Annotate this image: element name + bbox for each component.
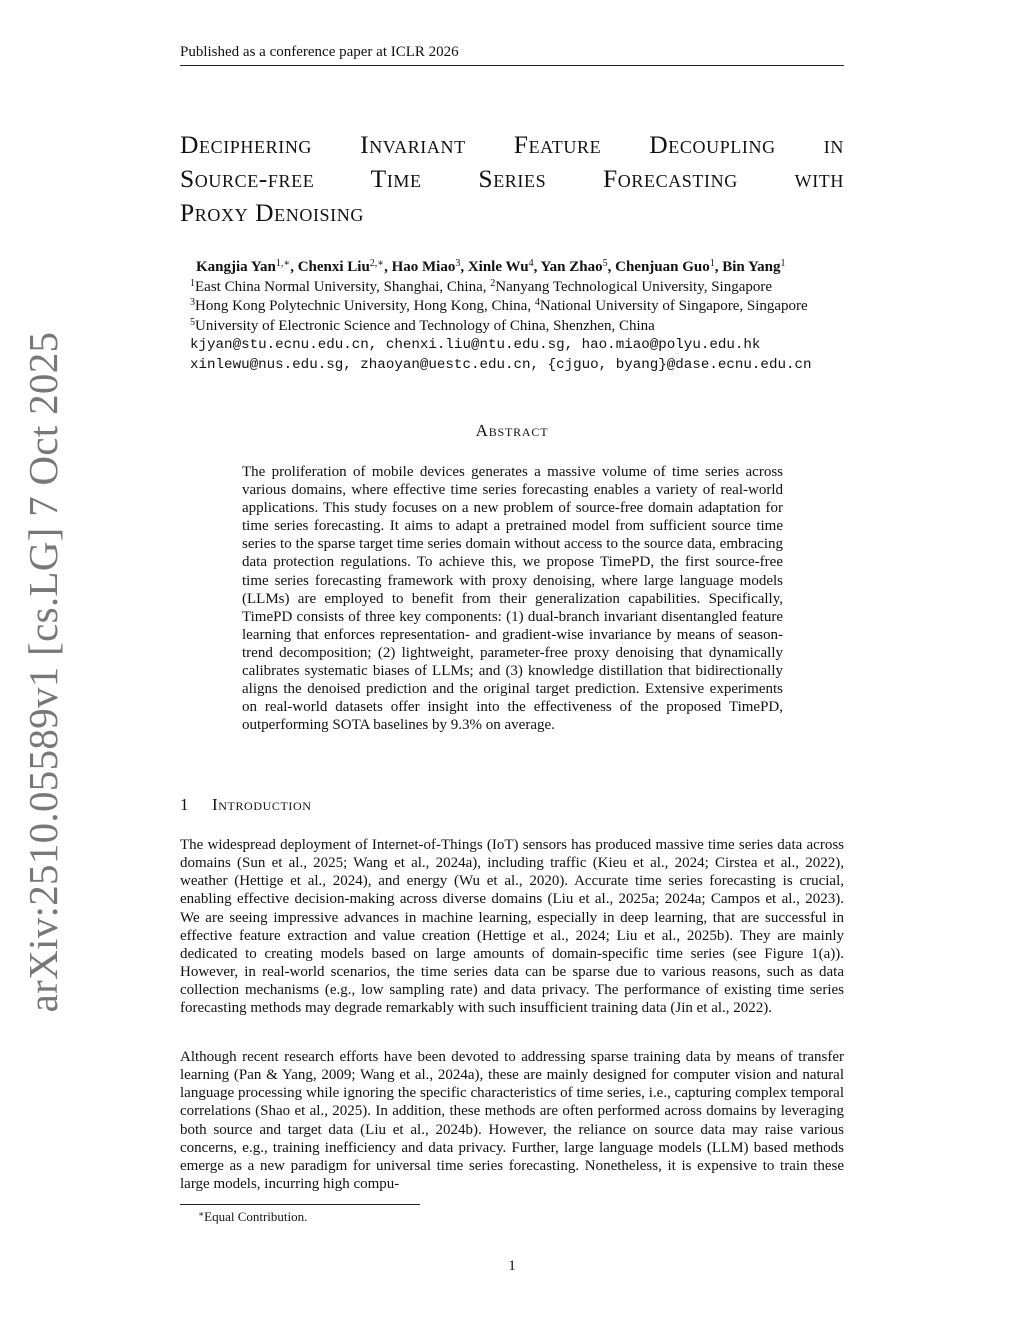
author-affil-mark: 2,∗ [369,258,385,269]
author-name: Chenxi Liu [297,259,370,275]
email-line[interactable]: kjyan@stu.ecnu.edu.cn, chenxi.liu@ntu.edu.sg, hao.miao@polyu.edu.hk [190,337,761,354]
title-line-2: Source-free Time Series Forecasting with [180,164,844,193]
author-affil-mark: 3 [455,258,461,269]
title-line-1: Deciphering Invariant Feature Decoupling in [180,130,844,159]
arxiv-stamp [8,331,78,1013]
author-affil-mark: 1,∗ [275,258,291,269]
footnote-rule [180,1204,420,1205]
author-affil-mark: 4 [528,258,534,269]
running-header: Published as a conference paper at ICLR 2026 [180,44,844,66]
author-name: Kangjia Yan [196,259,276,275]
affiliation-line: $^3$Hong Kong Polytechnic University, Hong Kong, China, $^4$National University of Singapore, Singapore [190,297,808,315]
section-title: Introduction [212,795,312,814]
section-number: 1 [180,795,190,814]
affiliation-line: $^1$East China Normal University, Shanghai, China, $^2$Nanyang Technological University, Singapore [190,277,773,295]
footnote-mark: ∗ [198,1209,205,1219]
author-name: Bin Yang [722,259,781,275]
body-paragraph: Although recent research efforts have been devoted to addressing sparse training data by means of transfer learning (Pan & Yang, 2009; Wang et al., 2024a), these are mainly designed for computer vision and natural language processing while ignoring the specific characteristics of time series, i.e., capturing complex temporal correlations (Shao et al., 2025). In addition, these methods are often performed across domains by leveraging both source and target data (Liu et al., 2024b). However, the reliance on source data may raise various concerns, e.g., training inefficiency and data privacy. Further, large language models (LLM) based methods emerge as a new paradigm for universal time series forecasting. Nonetheless, it is expensive to train these large models, incurring high compu- [180,1049,844,1193]
section-heading [180,795,312,815]
footnote-text: Equal Contribution. [204,1209,308,1224]
abstract-heading: Abstract [475,421,549,440]
author-affil-mark: 1 [780,258,786,269]
author-block [190,258,910,376]
body-paragraph: The widespread deployment of Internet-of-Things (IoT) sensors has produced massive time series data across domains (Sun et al., 2025; Wang et al., 2024a), including traffic (Kieu et al., 2024; Cirstea et al., 2022), weather (Hettige et al., 2024), and energy (Wu et al., 2020). Accurate time series forecasting is crucial, enabling effective decision-making across diverse domains (Liu et al., 2025a; 2024a; Campos et al., 2023). We are seeing impressive advances in machine learning, especially in deep learning, that are successful in effective feature extraction and value creation (Hettige et al., 2024; Liu et al., 2025b). They are mainly dedicated to creating models based on large amounts of domain-specific time series (see Figure 1(a)). However, in real-world scenarios, the time series data can be sparse due to various reasons, such as data collection mechanisms (e.g., low sampling rate) and data privacy. The performance of existing time series forecasting methods may degrade remarkably with such insufficient training data (Jin et al., 2022). [180,837,844,1017]
arxiv-stamp-text: arXiv:2510.05589v1 [cs.LG] 7 Oct 2025 [20,331,66,1013]
author-name: Yan Zhao [540,259,603,275]
author-name: Hao Miao [391,259,456,275]
title-line-3: Proxy Denoising [180,198,364,227]
author-affil-mark: 1 [709,258,715,269]
author-names: Kangjia Yan$^{1,∗}$, Chenxi Liu$^{2,∗}$, Hao Miao$^3$, Xinle Wu$^4$, Yan Zhao$^5$, Chenjuan Guo$^1$, Bin Yang$^1$ [196,258,786,275]
author-affil-mark: 5 [602,258,608,269]
page-number: 1 [508,1258,516,1274]
abstract-text: The proliferation of mobile devices generates a massive volume of time series across various domains, where effective time series forecasting enables a variety of real-world applications. This study focuses on a new problem of source-free domain adaptation for time series forecasting. It aims to adapt a pretrained model from sufficient source time series to the sparse target time series domain without access to the source data, embracing data protection regulations. To achieve this, we propose TimePD, the first source-free time series forecasting framework with proxy denoising, where large language models (LLMs) are employed to benefit from their generalization capabilities. Specifically, TimePD consists of three key components: (1) dual-branch invariant disentangled feature learning that enforces representation- and gradient-wise invariance by means of season-trend decomposition; (2) lightweight, parameter-free proxy denoising that dynamically calibrates systematic biases of LLMs; and (3) knowledge distillation that bidirectionally aligns the denoised prediction and the original target prediction. Extensive experiments on real-world datasets offer insight into the effectiveness of the proposed TimePD, outperforming SOTA baselines by 9.3% on average. [242,464,783,734]
footnote [198,1209,307,1225]
affiliation-line: $^5$University of Electronic Science and Technology of China, Shenzhen, China [190,316,655,334]
author-name: Chenjuan Guo [615,259,710,275]
email-line[interactable]: xinlewu@nus.edu.sg, zhaoyan@uestc.edu.cn, {cjguo, byang}@dase.ecnu.edu.cn [190,356,812,373]
paper-title [180,128,844,230]
author-name: Xinle Wu [467,259,529,275]
